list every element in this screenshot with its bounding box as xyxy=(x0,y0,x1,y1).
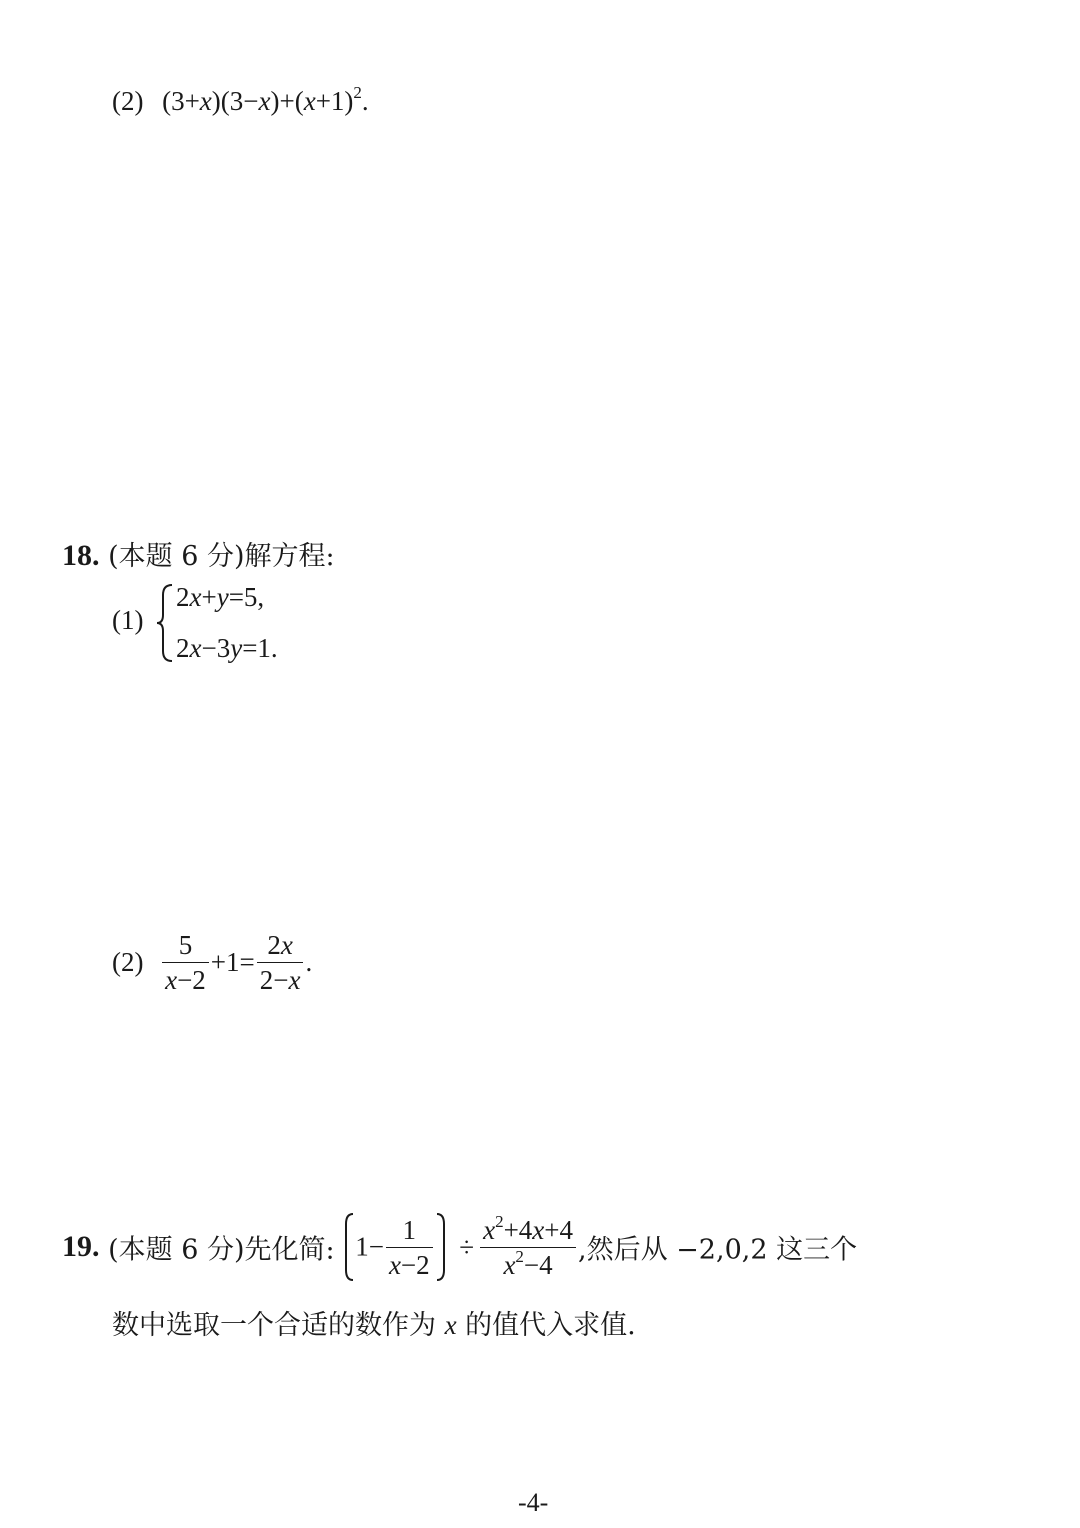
q18-eq2: 2x−3y=1. xyxy=(176,633,278,663)
q18-part2: (2) $\frac{5}{x-2}$ +1= $\frac{2x}{2-x}$ . xyxy=(112,930,313,995)
q19-number: 19. xyxy=(62,1230,100,1263)
q18-number: 18. xyxy=(62,539,100,572)
q18-header xyxy=(62,534,335,573)
q18-header-text: (本题 6 分)解方程: xyxy=(108,541,335,572)
q19-frac-outer: $\frac{x^2+4x+4}{x^2-4}$ xyxy=(480,1213,576,1282)
q18-part2-label: (2) xyxy=(112,947,144,977)
q17-part2-expr: $(3+x)(3-x)+(x+1)^2$. xyxy=(162,83,369,116)
q19-line1: 19. (本题 6 分)先化简: 1− $\frac{1}{x-2}$ ÷ $\frac{x^2+4x+4}{x^2-4}$ ,然后从 −2,0,2 这三个 xyxy=(62,1212,857,1282)
q18-part1-label: (1) xyxy=(112,605,144,635)
right-paren-icon xyxy=(435,1212,447,1282)
q19-tail: ,然后从 −2,0,2 这三个 xyxy=(578,1234,858,1266)
q19-line2: 数中选取一个合适的数作为 x 的值代入求值. xyxy=(112,1310,636,1341)
q18-eq1: 2x+y=5, xyxy=(176,582,265,612)
q18-frac-right: $\frac{2x}{2-x}$ xyxy=(257,928,304,997)
q19-frac-inner: $\frac{1}{x-2}$ xyxy=(386,1213,433,1282)
left-brace-icon xyxy=(154,582,176,664)
left-paren-icon xyxy=(343,1212,355,1282)
q19-header-text: (本题 6 分)先化简: xyxy=(108,1234,335,1266)
q17-part2-label: (2) xyxy=(112,86,144,116)
q17-part2 xyxy=(112,83,369,117)
q18-frac-left: $\frac{5}{x-2}$ xyxy=(162,928,209,997)
page-number: -4- xyxy=(518,1488,549,1517)
